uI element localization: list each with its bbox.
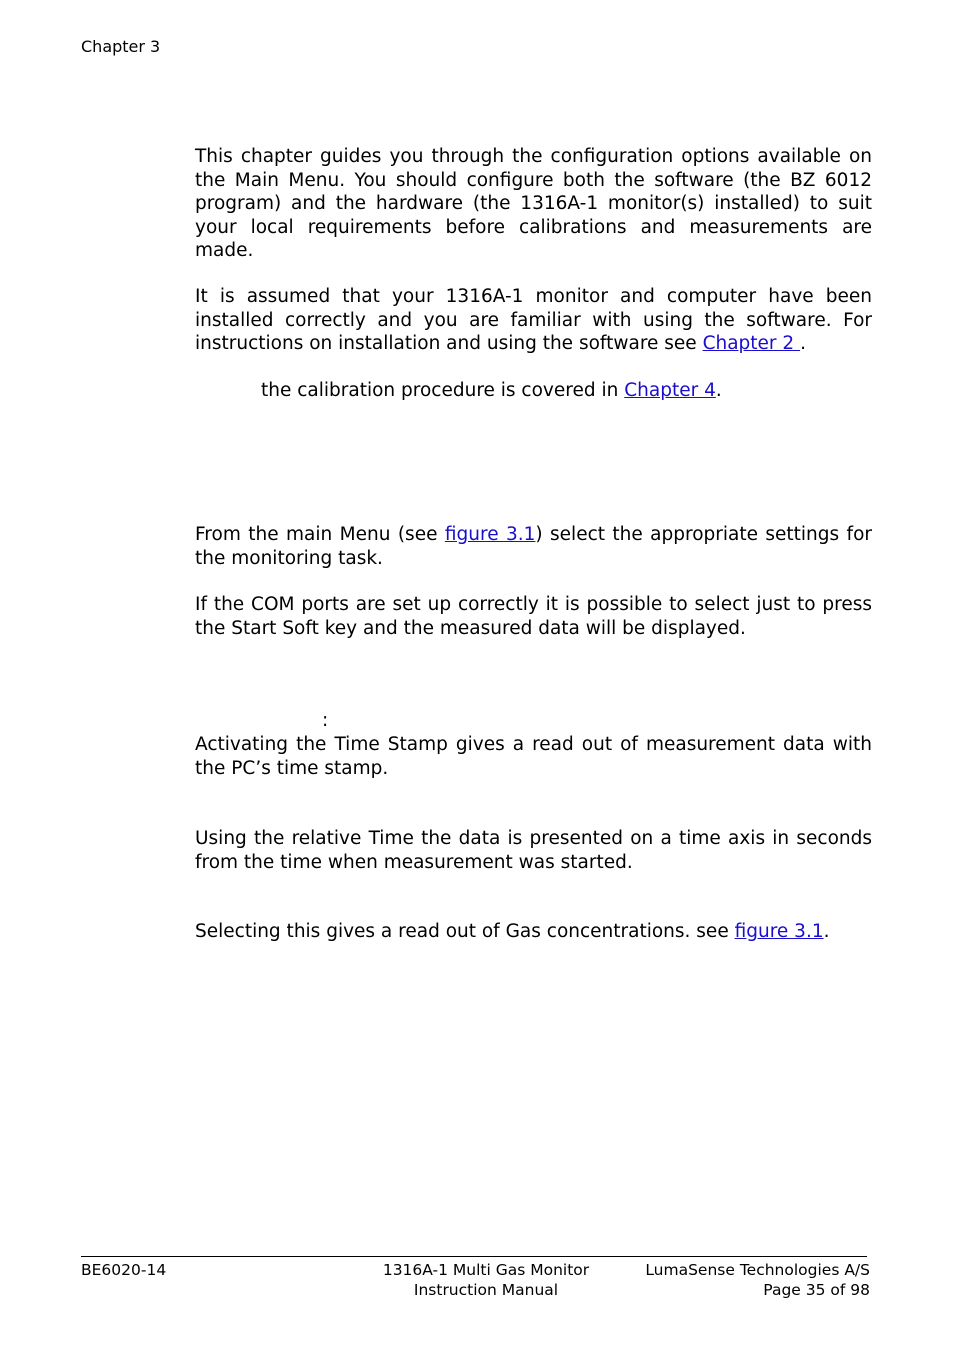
intro-paragraph-2-end: . [800, 333, 806, 354]
gas-paragraph-end: . [823, 921, 830, 942]
chapter-4-link[interactable]: Chapter 4 [624, 380, 716, 401]
footer-rule [81, 1256, 867, 1257]
settings-paragraph-2: If the COM ports are set up correctly it is possible to select just to press the Start Soft key and the measured data will be displayed. [195, 594, 872, 639]
intro-paragraph-2 [195, 285, 872, 356]
gas-paragraph-text: Selecting this gives a read out of Gas concentrations. see [195, 921, 735, 942]
footer-title-line-2: Instruction Manual [413, 1280, 559, 1299]
footer-company-block [600, 1261, 870, 1300]
footer-page-number: Page 35 of 98 [763, 1280, 870, 1299]
footer-title [360, 1261, 612, 1300]
settings-paragraph-1 [195, 523, 872, 570]
relative-time-paragraph: Using the relative Time the data is presented on a time axis in seconds from the time when measurement was started. [195, 828, 872, 873]
calibration-note-end: . [715, 380, 722, 401]
figure-3-1-link-2[interactable]: figure 3.1 [734, 921, 824, 942]
gas-paragraph [195, 920, 872, 944]
settings-paragraph-1-text: From the main Menu (see [195, 524, 445, 545]
time-stamp-colon: : [322, 710, 329, 731]
chapter-header: Chapter 3 [81, 37, 161, 56]
calibration-note-text: the calibration procedure is covered in [261, 380, 625, 401]
footer-company: LumaSense Technologies A/S [645, 1261, 870, 1279]
footer-doc-id: BE6020-14 [81, 1261, 167, 1279]
time-stamp-paragraph: Activating the Time Stamp gives a read out of measurement data with the PC’s time stamp. [195, 734, 872, 779]
footer-title-line-1: 1316A-1 Multi Gas Monitor [382, 1261, 590, 1279]
intro-paragraph-1: This chapter guides you through the configuration options available on the Main Menu. You should configure both the software (the BZ 6012 program) and the hardware (the 1316A-1 monitor(s) installed) to suit your local requirements before calibrations and measurements are made. [195, 146, 872, 261]
chapter-2-link[interactable]: Chapter 2 [702, 333, 801, 354]
figure-3-1-link[interactable]: figure 3.1 [444, 524, 536, 545]
intro-paragraph-2-text: It is assumed that your 1316A-1 monitor and computer have been installed correctly and you are familiar with using the software. For instructions on installation and using the software see [195, 286, 872, 354]
calibration-note [261, 379, 722, 403]
settings-paragraph-1-end: ) select the appropriate settings for the monitoring task. [195, 524, 872, 569]
